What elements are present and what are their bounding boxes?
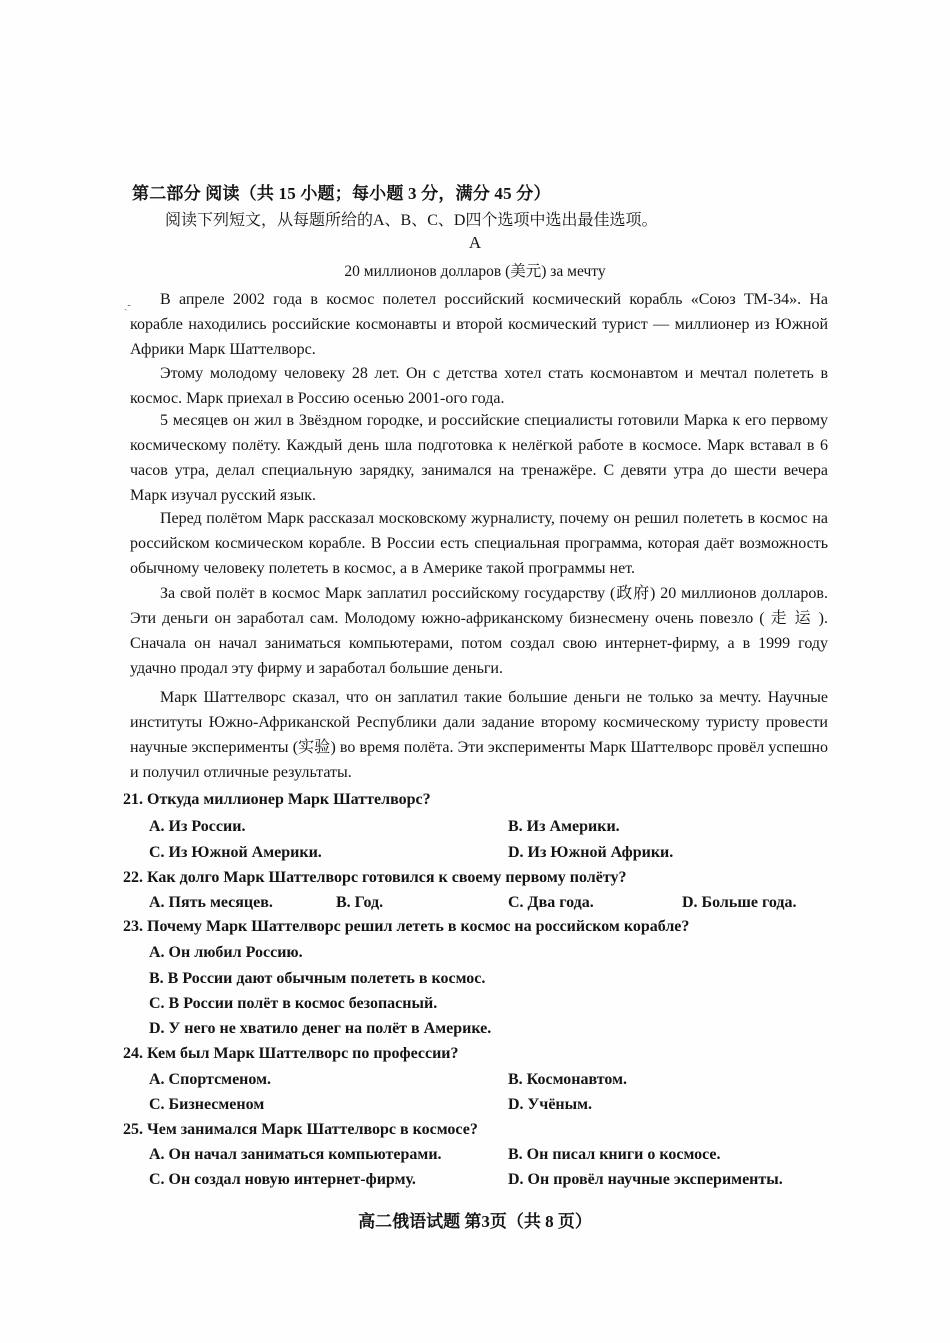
paragraph-text: Этому молодому человеку 28 лет. Он с детства хотел стать космонавтом и мечтал полететь в космос. Марк приехал в Россию осенью 2001-ого года. [130,365,828,407]
passage-paragraph [130,361,828,411]
option-24-b[interactable]: B. Космонавтом. [508,1071,627,1088]
paragraph-text: Марк Шаттелворс сказал, что он заплатил такие большие деньги не только за мечту. Научные институты Южно-Африканской Республики дали задание второму космическому туристу провести научные эксперименты (实验) во время полёта. Эти эксперименты Марк Шаттелворс провёл успешно и получил отличные результаты. [130,689,828,781]
passage-letter: A [468,233,482,252]
passage-title: 20 миллионов долларов (美元) за мечту [344,263,606,280]
section-instruction: 阅读下列短文，从每题所给的A、B、C、D四个选项中选出最佳选项。 [165,212,658,229]
option-24-a[interactable]: A. Спортсменом. [149,1071,271,1088]
paragraph-text: Перед полётом Марк рассказал московскому журналисту, почему он решил полететь в космос на российском космическом корабле. В России есть специальная программа, которая даёт возможность обычному человеку полететь в космос, а в Америке такой программы нет. [130,510,828,577]
page-footer: 高二俄语试题 第3页（共 8 页） [358,1212,592,1231]
option-25-c[interactable]: C. Он создал новую интернет-фирму. [149,1171,416,1188]
passage-paragraph [130,287,828,362]
passage-paragraph [130,685,828,785]
option-22-d[interactable]: D. Больше года. [682,894,797,911]
option-23-b[interactable]: B. В России дают обычным полететь в космос. [149,970,486,987]
question-23: 23. Почему Марк Шаттелворс решил лететь в космос на российском корабле? [123,918,690,935]
option-24-c[interactable]: C. Бизнесменом [149,1096,265,1113]
option-21-a[interactable]: A. Из России. [149,818,246,835]
option-25-b[interactable]: B. Он писал книги о космосе. [508,1146,721,1163]
paragraph-text: 5 месяцев он жил в Звёздном городке, и российские специалисты готовили Марка к его первому космическому полёту. Каждый день шла подготовка к нелёгкой работе в космосе. Марк вставал в 6 часов утра, делал специальную зарядку, занимался на тренажёре. С девяти утра до шести вечера Марк изучал русский язык. [130,412,828,504]
option-22-b[interactable]: B. Год. [336,894,384,911]
option-23-c[interactable]: C. В России полёт в космос безопасный. [149,995,438,1012]
passage-paragraph [130,506,828,581]
option-21-d[interactable]: D. Из Южной Африки. [508,844,674,861]
paragraph-text: В апреле 2002 года в космос полетел российский космический корабль «Союз ТМ-34». На корабле находились российские космонавты и второй космический турист — миллионер из Южной Африки Марк Шаттелворс. [130,291,828,358]
option-22-a[interactable]: A. Пять месяцев. [149,894,273,911]
option-23-a[interactable]: A. Он любил Россию. [149,944,303,961]
question-24: 24. Кем был Марк Шаттелворс по профессии? [123,1045,459,1062]
option-23-d[interactable]: D. У него не хватило денег на полёт в Америке. [149,1020,492,1037]
passage-paragraph [130,581,828,681]
option-25-d[interactable]: D. Он провёл научные эксперименты. [508,1171,783,1188]
section-title: 第二部分 阅读（共 15 小题；每小题 3 分，满分 45 分） [132,184,551,203]
question-25: 25. Чем занимался Марк Шаттелворс в космосе? [123,1121,478,1138]
option-22-c[interactable]: C. Два года. [508,894,594,911]
option-24-d[interactable]: D. Учёным. [508,1096,593,1113]
passage-paragraph [130,408,828,508]
option-25-a[interactable]: A. Он начал заниматься компьютерами. [149,1146,442,1163]
question-21: 21. Откуда миллионер Марк Шаттелворс? [123,791,431,808]
option-21-c[interactable]: C. Из Южной Америки. [149,844,322,861]
question-22: 22. Как долго Марк Шаттелворс готовился к своему первому полёту? [123,869,627,886]
scan-mark: ˎ- [124,300,131,311]
option-21-b[interactable]: B. Из Америки. [508,818,620,835]
paragraph-text: За свой полёт в космос Марк заплатил российскому государству (政府) 20 миллионов долларов. Эти деньги он заработал сам. Молодому южно-африканскому бизнесмену очень повезло ( 走 运 ). Сначала он начал заниматься компьютерами, потом создал свою интернет-фирму, а в 1999 году удачно продал эту фирму и заработал большие деньги. [130,585,829,677]
